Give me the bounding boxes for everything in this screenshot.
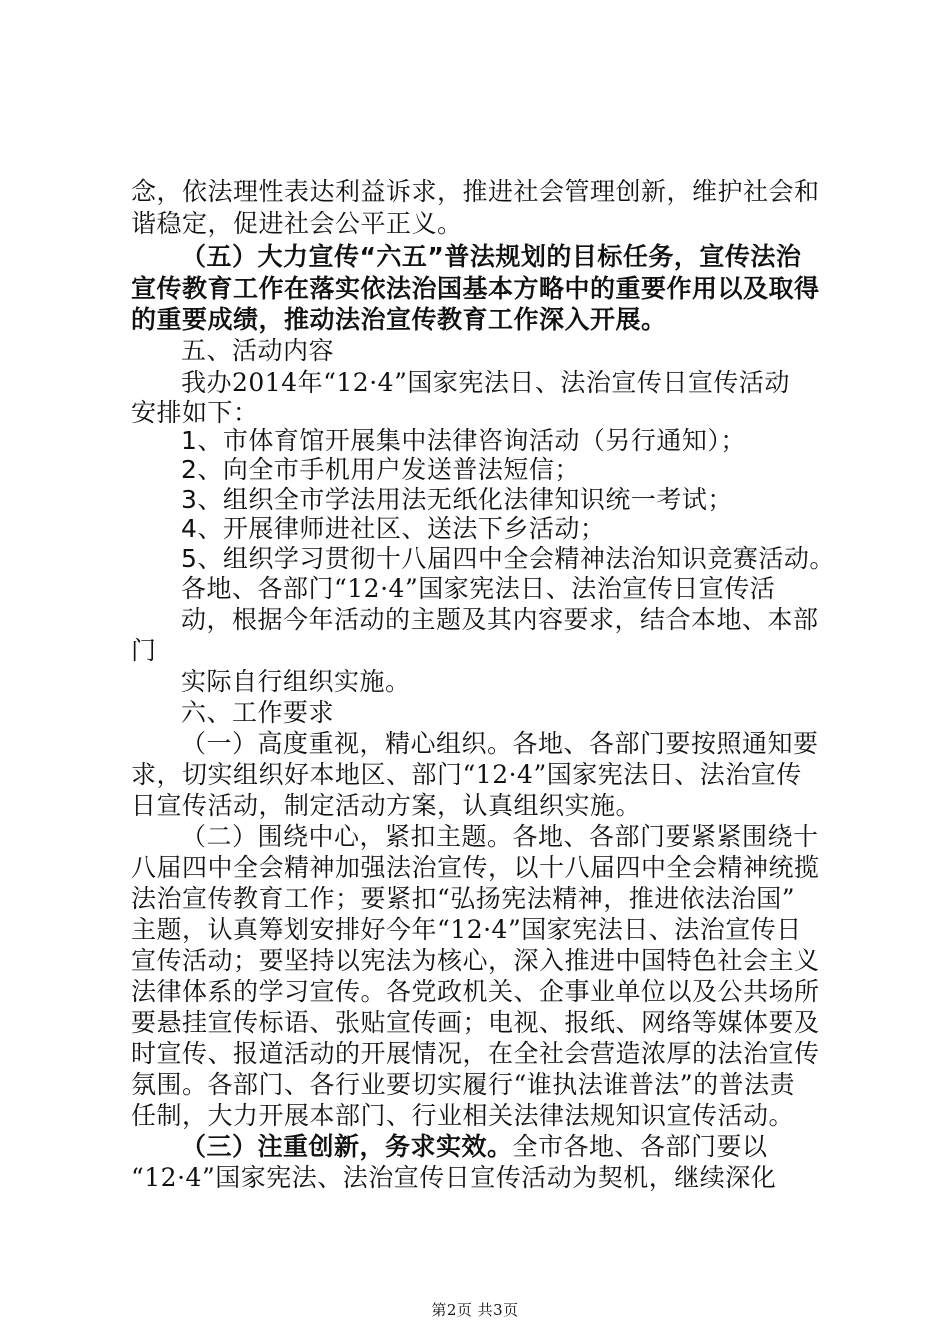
list-item: 1、市体育馆开展集中法律咨询活动（另行通知）； xyxy=(181,426,746,455)
page-footer: 第2页 共3页 xyxy=(431,1301,519,1319)
paragraph-lead-line xyxy=(181,820,819,854)
paragraph-text: 各地、各部门要按照通知要 xyxy=(512,729,819,758)
body-line: 氛围。各部门、各行业要切实履行“谁执法谁普法”的普法责 xyxy=(131,1070,796,1099)
paragraph-text: 各地、各部门要紧紧围绕十 xyxy=(512,822,819,851)
heading-line: 宣传教育工作在落实依法治国基本方略中的重要作用以及取得 xyxy=(131,274,820,303)
section-heading: 六、工作要求 xyxy=(181,698,335,727)
paragraph-lead: （一）高度重视，精心组织。 xyxy=(181,729,513,758)
heading-line: （五）大力宣传“六五”普法规划的目标任务，宣传法治 xyxy=(181,242,802,271)
body-line: “12·4”国家宪法、法治宣传日宣传活动为契机，继续深化 xyxy=(131,1163,777,1192)
paragraph-lead: （三）注重创新，务求实效。 xyxy=(181,1132,513,1161)
body-line: 谐稳定，促进社会公平正义。 xyxy=(131,209,463,238)
section-heading: 五、活动内容 xyxy=(181,336,335,365)
body-line: 八届四中全会精神加强法治宣传，以十八届四中全会精神统揽 xyxy=(131,853,820,882)
heading-line: 的重要成绩，推动法治宣传教育工作深入开展。 xyxy=(131,305,667,334)
body-line: 任制，大力开展本部门、行业相关法律法规知识宣传活动。 xyxy=(131,1101,795,1130)
paragraph-text: 全市各地、各部门要以 xyxy=(512,1132,768,1161)
body-line: 念，依法理性表达利益诉求，推进社会管理创新，维护社会和 xyxy=(131,177,820,206)
body-line: 门 xyxy=(131,636,157,665)
paragraph-lead: （二）围绕中心，紧扣主题。 xyxy=(181,822,513,851)
body-line: 宣传活动；要坚持以宪法为核心，深入推进中国特色社会主义 xyxy=(131,946,820,975)
body-line: 要悬挂宣传标语、张贴宣传画；电视、报纸、网络等媒体要及 xyxy=(131,1008,820,1037)
list-item: 4、开展律师进社区、送法下乡活动； xyxy=(181,514,606,543)
list-item: 5、组织学习贯彻十八届四中全会精神法治知识竞赛活动。 xyxy=(181,544,835,573)
body-line: 求，切实组织好本地区、部门“12·4”国家宪法日、法治宣传 xyxy=(131,760,802,789)
body-line: 法律体系的学习宣传。各党政机关、企事业单位以及公共场所 xyxy=(131,977,820,1006)
list-item: 3、组织全市学法用法无纸化法律知识统一考试； xyxy=(181,485,733,514)
body-line: 各地、各部门“12·4”国家宪法日、法治宣传日宣传活 xyxy=(181,574,776,603)
paragraph-lead-line xyxy=(181,1130,768,1164)
body-line: 主题，认真筹划安排好今年“12·4”国家宪法日、法治宣传日 xyxy=(131,915,802,944)
body-line: 我办2014年“12·4”国家宪法日、法治宣传日宣传活动 xyxy=(181,368,790,397)
body-line: 时宣传、报道活动的开展情况，在全社会营造浓厚的法治宣传 xyxy=(131,1039,820,1068)
body-line: 实际自行组织实施。 xyxy=(181,667,411,696)
body-line: 日宣传活动，制定活动方案，认真组织实施。 xyxy=(131,791,642,820)
body-line: 动，根据今年活动的主题及其内容要求，结合本地、本部 xyxy=(181,605,819,634)
body-line: 安排如下： xyxy=(131,398,259,427)
paragraph-lead-line xyxy=(181,727,819,761)
list-item: 2、向全市手机用户发送普法短信； xyxy=(181,455,580,484)
body-line: 法治宣传教育工作；要紧扣“弘扬宪法精神，推进依法治国” xyxy=(131,884,796,913)
